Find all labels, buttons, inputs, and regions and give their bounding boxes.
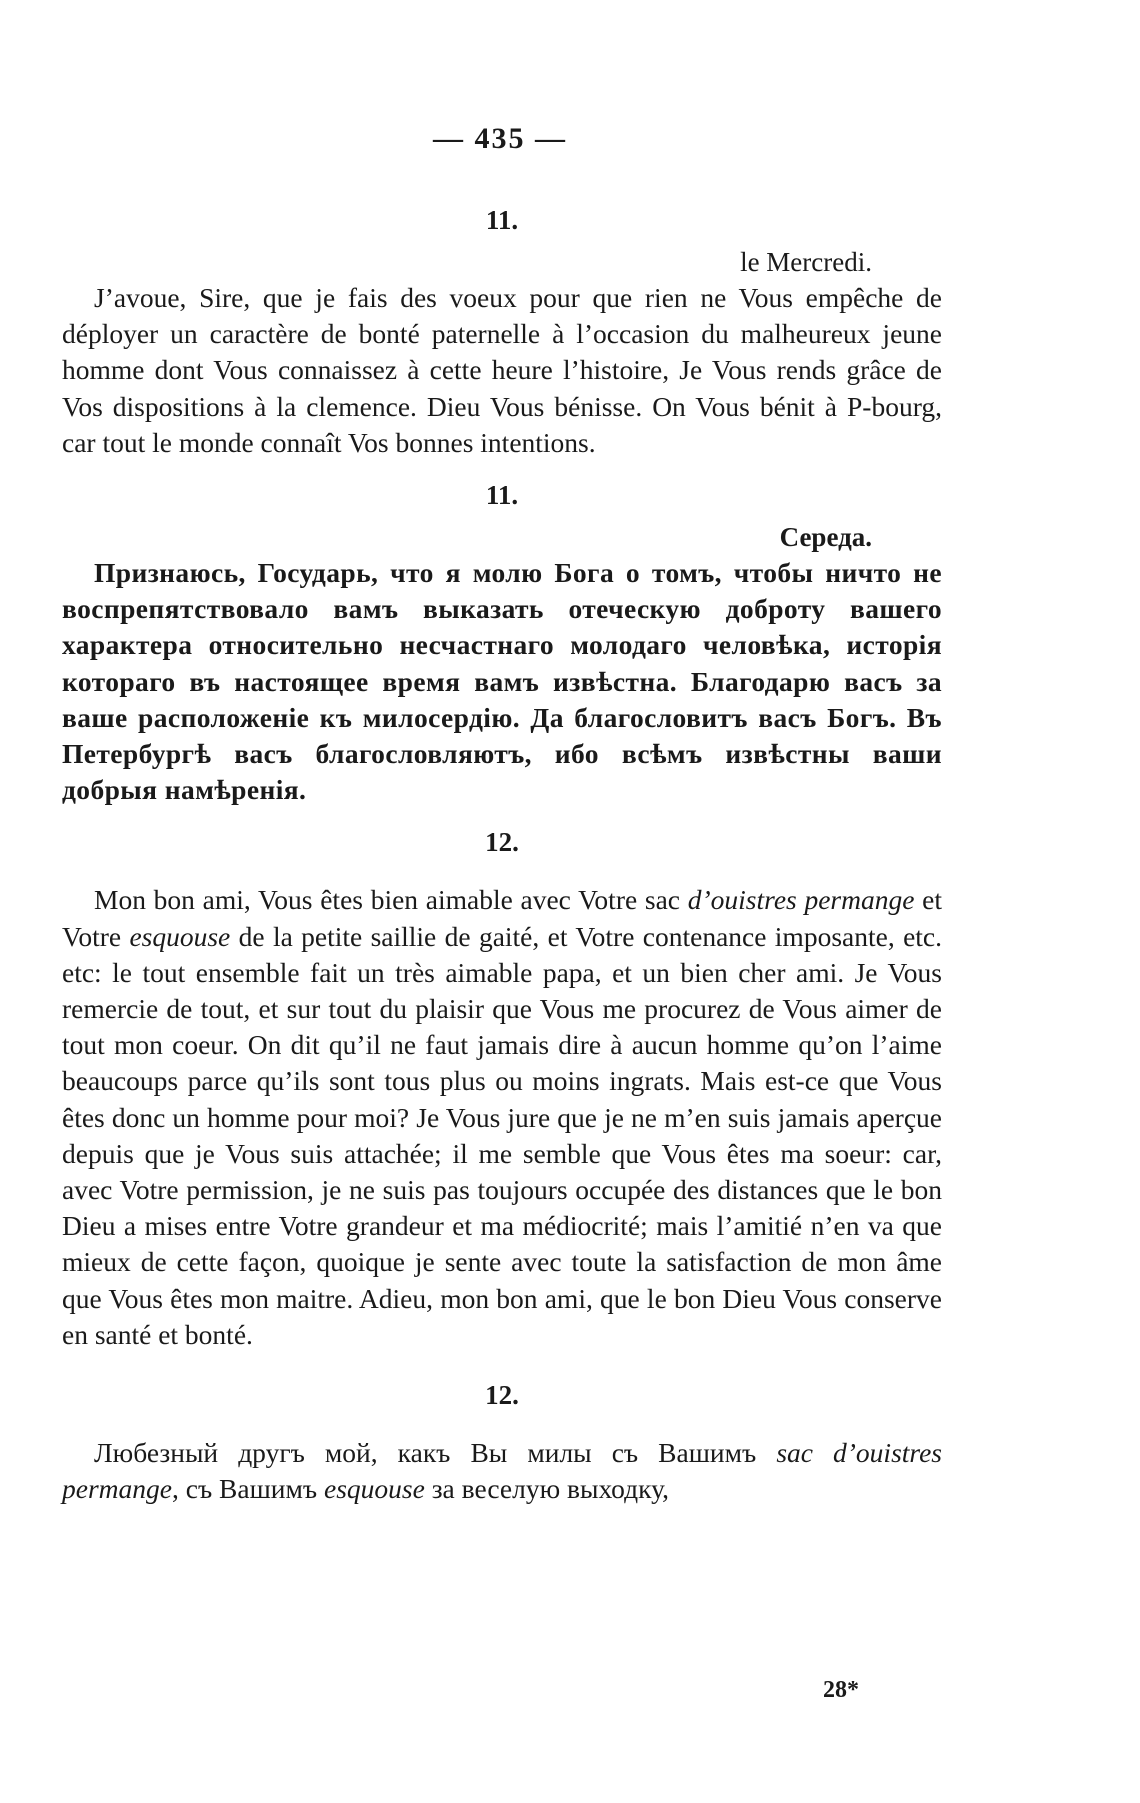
text-segment: , съ Вашимъ [171, 1473, 324, 1505]
letter-date: Середа. [779, 522, 872, 553]
letter-text [62, 1435, 942, 1507]
letter-number: 12. [485, 827, 519, 858]
text-segment: Mon bon ami, Vous êtes bien aimable avec Votre sac [94, 884, 688, 916]
letter-text [62, 280, 942, 461]
italic-phrase: esquouse [323, 1473, 425, 1505]
italic-phrase: esquouse [129, 920, 231, 952]
letter-block [62, 475, 942, 808]
page-number: — 435 — [433, 122, 567, 155]
letter-number: 11. [485, 480, 519, 511]
spacer [62, 1419, 942, 1435]
text-segment: Признаюсь, Государь, что я молю Бога о томъ, чтобы ничто не воспрепятствовало вамъ выказать отеческую доброту вашего характера относительно несчастнаго молодаго человѣка, исторія котораго въ настоящее время вамъ извѣстна. Благодарю васъ за ваше расположеніе къ милосердію. Да благословитъ васъ Богъ. Въ Петербургѣ васъ благословляютъ, ибо всѣмъ извѣстны ваши добрыя намѣренія. [62, 557, 942, 806]
italic-phrase: d’ouistres permange [687, 884, 915, 916]
letter-date: le Mercredi. [740, 247, 872, 277]
letter-number: 12. [485, 1380, 519, 1411]
letter-block [62, 1375, 942, 1507]
spacer [62, 866, 942, 882]
italic-phrase: sac d’ouistres permange [62, 1437, 943, 1505]
letter-text [62, 882, 942, 1353]
signature-mark: 28* [823, 1677, 859, 1703]
text-segment: Любезный другъ мой, какъ Вы милы съ Вашимъ [94, 1437, 777, 1469]
letter-number: 11. [485, 205, 519, 235]
letters-container [62, 200, 942, 1521]
text-segment: de la petite saillie de gaité, et Votre contenance imposante, etc. etc: le tout ensemble fait un très aimable papa, et un bien cher ami. Je Vous remercie de tout, et sur tout du plaisir que Vous me procurez de Vous aimer de tout mon coeur. On dit qu’il ne faut jamais dire à aucun homme qu’on l’aime beaucoups parce qu’ils sont tous plus ou moins ingrats. Mais est-ce que Vous êtes donc un homme pour moi? Je Vous jure que je ne m’en suis jamais aperçue depuis que je Vous suis attachée; il me semble que Vous êtes ma soeur: car, avec Votre permission, je ne suis pas toujours occupée des distances que le bon Dieu a mises entre Votre grandeur et ma médiocrité; mais l’amitié n’en va que mieux de cette façon, quoique je sente avec toute la satisfaction de mon âme que Vous êtes mon maitre. Adieu, mon bon ami, que le bon Dieu Vous conserve en santé et bonté. [62, 920, 942, 1350]
letter-block [62, 200, 942, 461]
letter-text [62, 555, 942, 808]
text-segment: J’avoue, Sire, que je fais des voeux pour que rien ne Vous empêche de déployer un caractère de bonté paternelle à l’occasion du malheureux jeune homme dont Vous connaissez à cette heure l’histoire, Je Vous rends grâce de Vos dispositions à la clemence. Dieu Vous bénisse. On Vous bénit à P-bourg, car tout le monde connaît Vos bonnes intentions. [62, 282, 942, 458]
letter-block [62, 822, 942, 1353]
text-segment: за веселую выходку, [424, 1473, 669, 1505]
text-segment: et Votre [62, 884, 943, 952]
